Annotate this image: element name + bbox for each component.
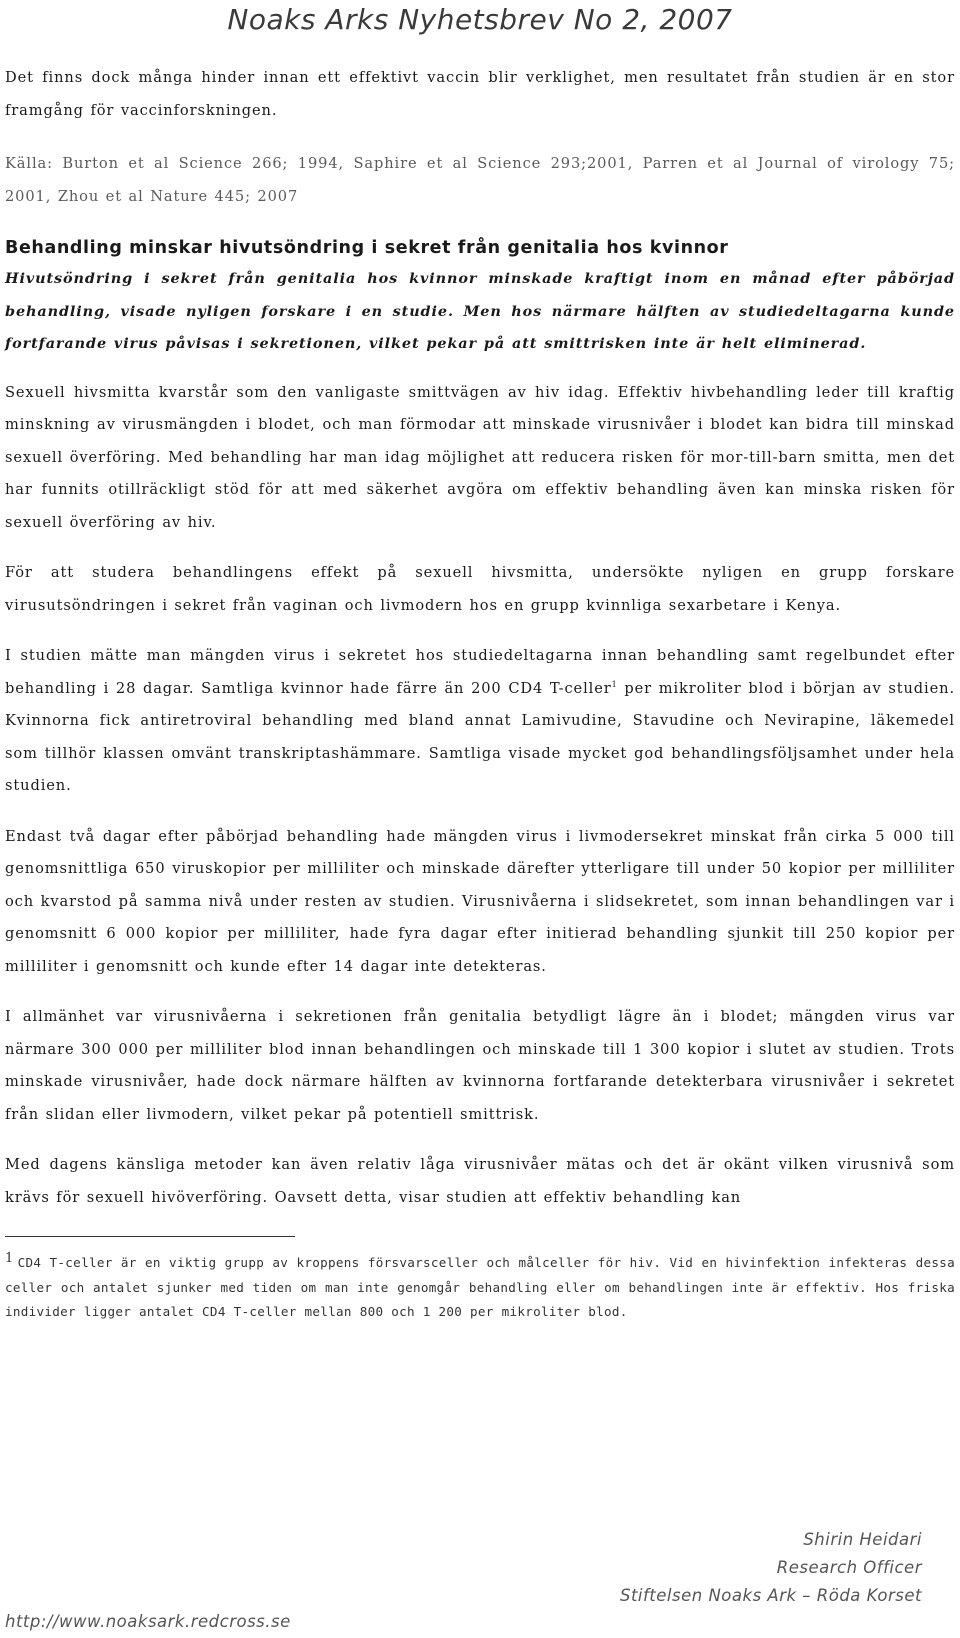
signature-role: Research Officer: [776, 1558, 922, 1577]
intro-paragraph: Det finns dock många hinder innan ett effektivt vaccin blir verklighet, men resultatet från studien är en stor framgång för vaccinforskningen.: [5, 69, 955, 119]
article-heading: Behandling minskar hivutsöndring i sekret från genitalia hos kvinnor: [5, 238, 729, 258]
newsletter-page: [5, 0, 955, 1337]
footnote: [5, 1251, 955, 1325]
body-paragraph-4: Endast två dagar efter påbörjad behandling hade mängden virus i livmodersekret minskat från cirka 5 000 till genomsnittliga 650 viruskopior per milliliter och minskade därefter ytterligare till under 50 kopior per milliliter och kvarstod på samma nivå under resten av studien. Virusnivåerna i slidsekretet, som innan behandlingen var i genomsnitt 6 000 kopior per milliliter, hade fyra dagar efter initierad behandling sjunkit till 250 kopior per milliliter i genomsnitt och kunde efter 14 dagar inte detekteras.: [5, 827, 955, 975]
body-paragraph-1: Sexuell hivsmitta kvarstår som den vanligaste smittvägen av hiv idag. Effektiv hivbehandling leder till kraftig minskning av virusmängden i blodet, och man förmodar att minskade virusnivåer i blodet kan bidra till minskad sexuell överföring. Med behandling har man idag möjlighet att reducera risken för mor-till-barn smitta, men det har funnits otillräckligt stöd för att med säkerhet avgöra om effektiv behandling även kan minska risken för sexuell överföring av hiv.: [5, 383, 955, 531]
footnote-reference: 1: [611, 679, 618, 689]
signature-org: Stiftelsen Noaks Ark – Röda Korset: [619, 1586, 922, 1605]
body-paragraph-3: [5, 640, 955, 803]
newsletter-title: Noaks Arks Nyhetsbrev No 2, 2007: [227, 3, 733, 36]
signature-name: Shirin Heidari: [803, 1530, 922, 1549]
footnote-text: CD4 T-celler är en viktig grupp av kroppens försvarsceller och målceller för hiv. Vid en hivinfektion infekteras dessa celler och antalet sjunker med tiden om man inte genomgår behandling eller om behandlingen inte är effektiv. Hos friska individer ligger antalet CD4 T-celler mellan 800 och 1 200 per mikroliter blod.: [5, 1255, 955, 1319]
body-paragraph-2: För att studera behandlingens effekt på sexuell hivsmitta, undersökte nyligen en grupp forskare virusutsöndringen i sekret från vaginan och livmodern hos en grupp kvinnliga sexarbetare i Kenya.: [5, 564, 955, 614]
signature-block: [620, 1526, 922, 1610]
article-lead: Hivutsöndring i sekret från genitalia hos kvinnor minskade kraftigt inom en månad efter påbörjad behandling, visade nyligen forskare i en studie. Men hos närmare hälften av studiedeltagarna kunde fortfarande virus påvisas i sekretionen, vilket pekar på att smittrisken inte är helt eliminerad.: [5, 270, 955, 352]
source-citation: Källa: Burton et al Science 266; 1994, Saphire et al Science 293;2001, Parren et al Journal of virology 75; 2001, Zhou et al Nature 445; 2007: [5, 155, 955, 205]
footnote-number: 1: [5, 1250, 14, 1266]
footnote-divider: [5, 1236, 295, 1237]
body-paragraph-3-text-a: I studien mätte man mängden virus i sekretet hos studiedeltagarna innan behandling samt regelbundet efter behandling i 28 dagar. Samtliga kvinnor hade färre än 200 CD4 T-celler: [5, 647, 955, 697]
body-paragraph-3-text-b: per mikroliter blod i början av studien. Kvinnorna fick antiretroviral behandling med bland annat Lamivudine, Stavudine och Nevirapine, läkemedel som tillhör klassen omvänt transkriptashämmare. Samtliga visade mycket god behandlingsföljsamhet under hela studien.: [5, 679, 955, 794]
body-paragraph-6: Med dagens känsliga metoder kan även relativ låga virusnivåer mätas och det är okänt vilken virusnivå som krävs för sexuell hivöverföring. Oavsett detta, visar studien att effektiv behandling kan: [5, 1156, 955, 1206]
body-paragraph-5: I allmänhet var virusnivåerna i sekretionen från genitalia betydligt lägre än i blodet; mängden virus var närmare 300 000 per milliliter blod innan behandlingen och minskade till 1 300 kopior i slutet av studien. Trots minskade virusnivåer, hade dock närmare hälften av kvinnorna fortfarande detekterbara virusnivåer i sekretet från slidan eller livmodern, vilket pekar på potentiell smittrisk.: [5, 1008, 955, 1123]
website-link[interactable]: http://www.noaksark.redcross.se: [5, 1612, 291, 1631]
